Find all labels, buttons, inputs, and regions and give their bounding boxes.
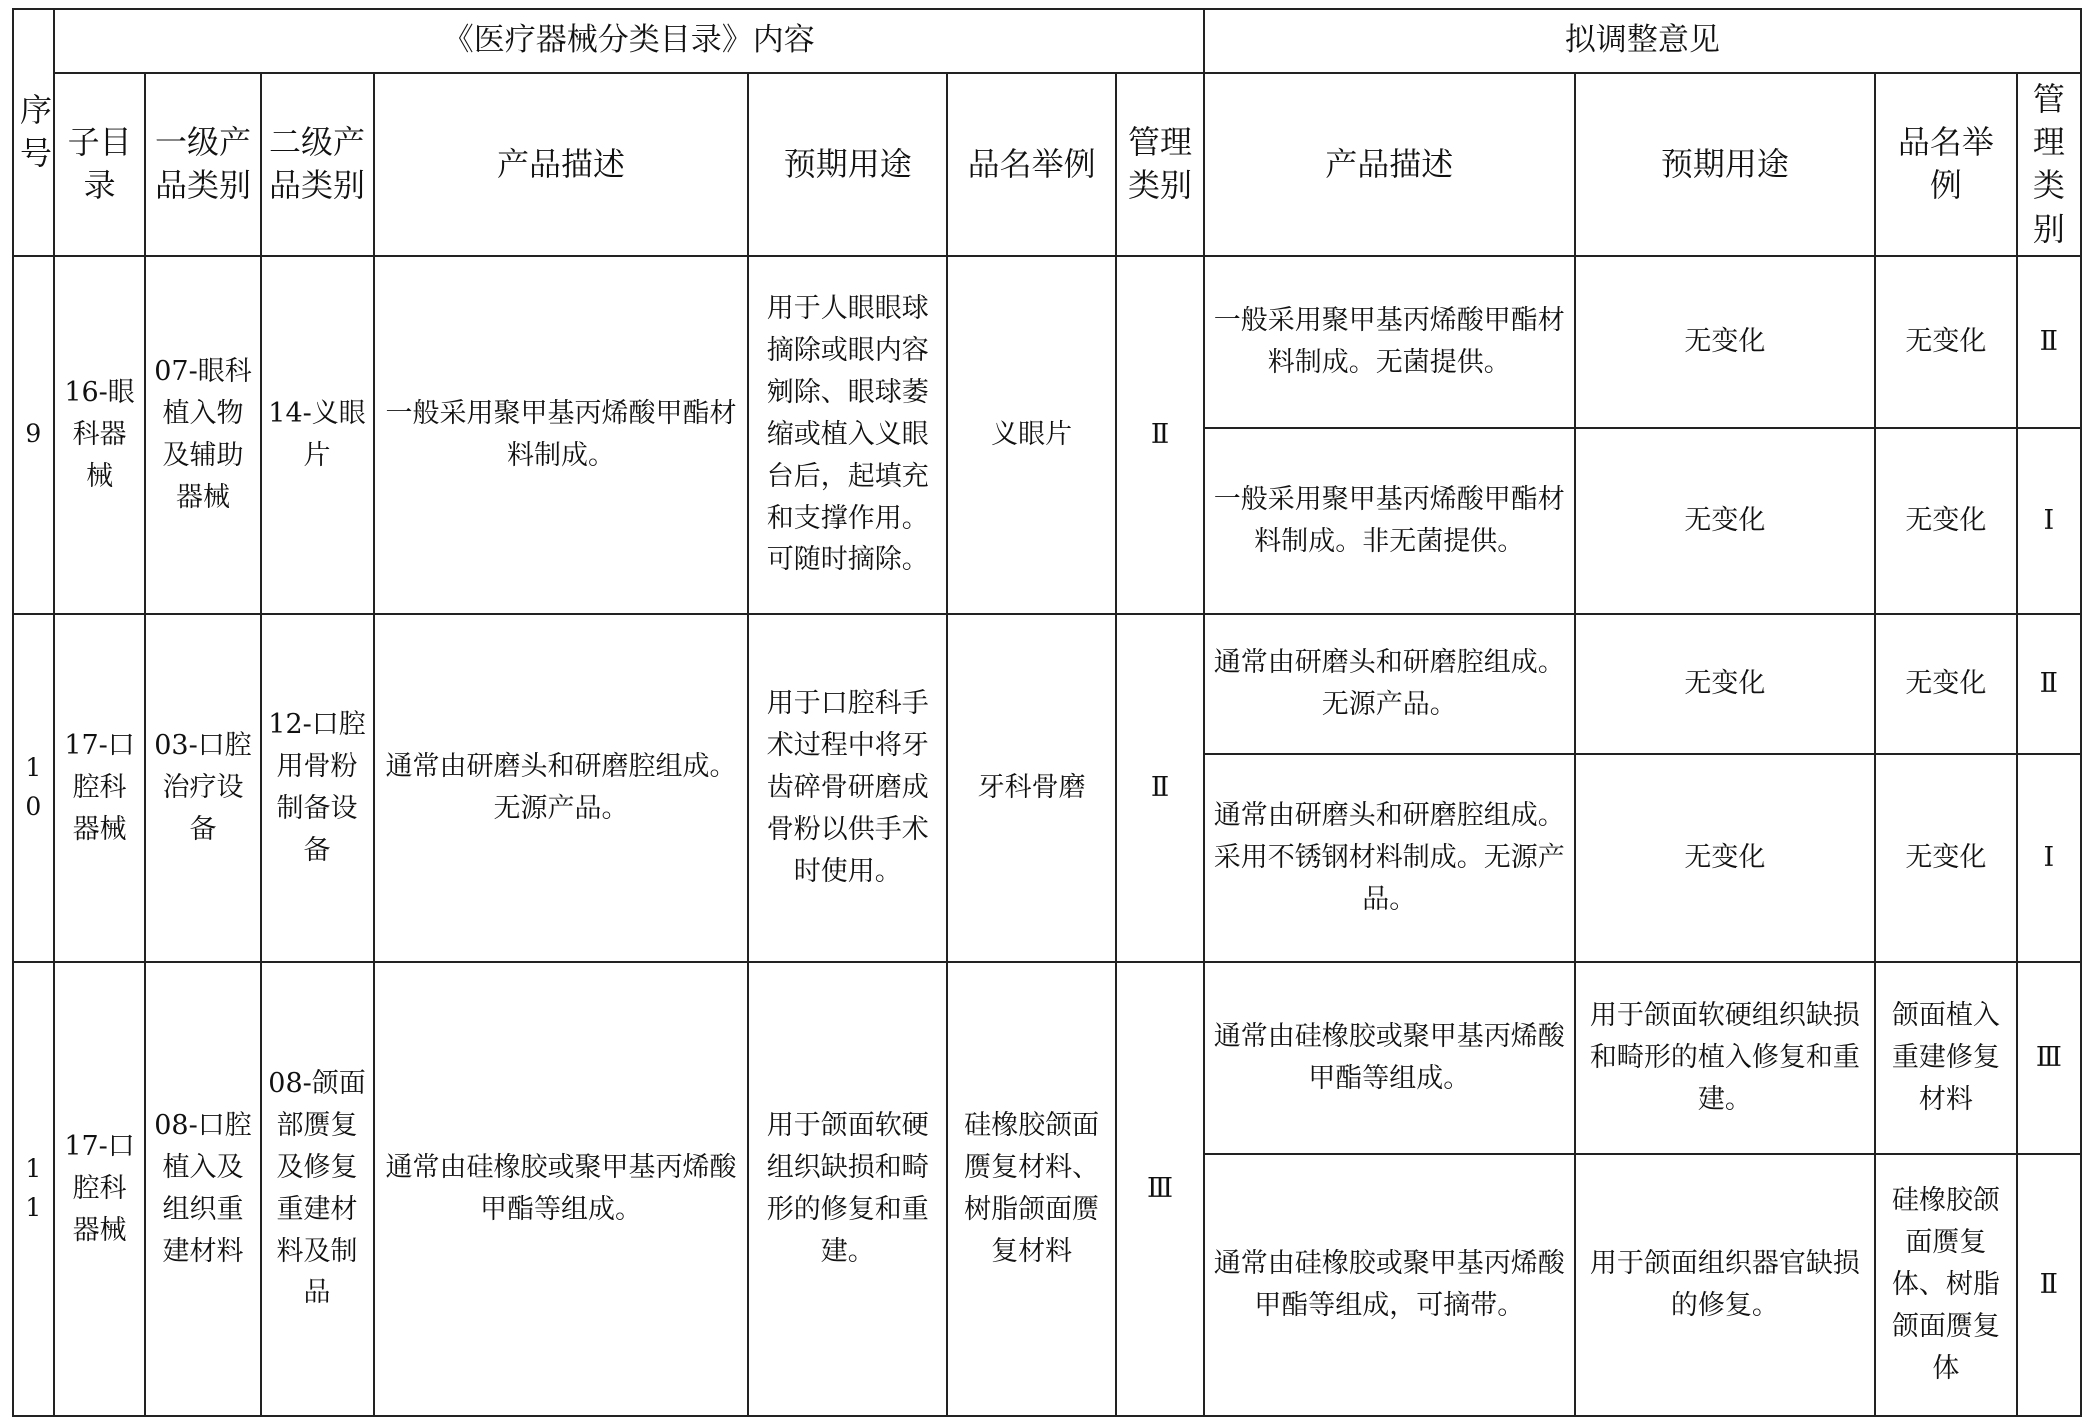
cell-seq: 10 [13,614,54,962]
cell-example: 硅橡胶颌面赝复材料、树脂颌面赝复材料 [947,962,1116,1416]
header-seq: 序号 [13,9,54,256]
cell-adj-desc: 一般采用聚甲基丙烯酸甲酯材料制成。非无菌提供。 [1204,428,1575,614]
cell-adj-example: 硅橡胶颌面赝复体、树脂颌面赝复体 [1875,1154,2017,1416]
cell-use: 用于颌面软硬组织缺损和畸形的修复和重建。 [748,962,947,1416]
cell-adj-desc: 一般采用聚甲基丙烯酸甲酯材料制成。无菌提供。 [1204,256,1575,428]
header-group-catalog: 《医疗器械分类目录》内容 [54,9,1204,73]
cell-level2: 14-义眼片 [261,256,374,614]
cell-adj-example: 颌面植入重建修复材料 [1875,962,2017,1154]
cell-adj-desc: 通常由硅橡胶或聚甲基丙烯酸甲酯等组成。 [1204,962,1575,1154]
header-adj-use: 预期用途 [1575,73,1876,256]
cell-level1: 07-眼科植入物及辅助器械 [145,256,260,614]
cell-level1: 08-口腔植入及组织重建材料 [145,962,260,1416]
cell-sub-catalog: 17-口腔科器械 [54,614,146,962]
cell-adj-mgmt: Ⅰ [2017,428,2081,614]
cell-level2: 12-口腔用骨粉制备设备 [261,614,374,962]
cell-adj-mgmt: Ⅰ [2017,754,2081,962]
cell-desc: 通常由硅橡胶或聚甲基丙烯酸甲酯等组成。 [374,962,749,1416]
cell-adj-example: 无变化 [1875,428,2017,614]
cell-adj-example: 无变化 [1875,754,2017,962]
cell-mgmt: Ⅱ [1116,256,1204,614]
cell-adj-use: 用于颌面组织器官缺损的修复。 [1575,1154,1876,1416]
header-adj-mgmt: 管理类别 [2017,73,2081,256]
cell-desc: 通常由研磨头和研磨腔组成。无源产品。 [374,614,749,962]
header-mgmt: 管理类别 [1116,73,1204,256]
cell-adj-example: 无变化 [1875,614,2017,754]
header-use: 预期用途 [748,73,947,256]
header-adj-example: 品名举例 [1875,73,2017,256]
header-adj-desc: 产品描述 [1204,73,1575,256]
header-desc: 产品描述 [374,73,749,256]
cell-adj-mgmt: Ⅱ [2017,614,2081,754]
cell-adj-desc: 通常由研磨头和研磨腔组成。采用不锈钢材料制成。无源产品。 [1204,754,1575,962]
cell-example: 牙科骨磨 [947,614,1116,962]
cell-use: 用于口腔科手术过程中将牙齿碎骨研磨成骨粉以供手术时使用。 [748,614,947,962]
cell-adj-use: 无变化 [1575,428,1876,614]
cell-example: 义眼片 [947,256,1116,614]
header-level1: 一级产品类别 [145,73,260,256]
cell-adj-mgmt: Ⅱ [2017,256,2081,428]
header-group-adjustment: 拟调整意见 [1204,9,2081,73]
cell-sub-catalog: 16-眼科器械 [54,256,146,614]
cell-adj-use: 无变化 [1575,754,1876,962]
cell-adj-desc: 通常由研磨头和研磨腔组成。无源产品。 [1204,614,1575,754]
cell-seq: 11 [13,962,54,1416]
cell-level1: 03-口腔治疗设备 [145,614,260,962]
header-example: 品名举例 [947,73,1116,256]
cell-mgmt: Ⅲ [1116,962,1204,1416]
cell-adj-use: 无变化 [1575,256,1876,428]
table-row [13,614,2081,754]
cell-sub-catalog: 17-口腔科器械 [54,962,146,1416]
cell-adj-desc: 通常由硅橡胶或聚甲基丙烯酸甲酯等组成，可摘带。 [1204,1154,1575,1416]
cell-level2: 08-颌面部赝复及修复重建材料及制品 [261,962,374,1416]
header-sub-catalog: 子目录 [54,73,146,256]
cell-adj-mgmt: Ⅱ [2017,1154,2081,1416]
cell-adj-use: 无变化 [1575,614,1876,754]
table-row [13,256,2081,428]
classification-table [12,8,2082,1417]
table-row [13,962,2081,1154]
cell-use: 用于人眼眼球摘除或眼内容剜除、眼球萎缩或植入义眼台后，起填充和支撑作用。可随时摘除。 [748,256,947,614]
cell-seq: 9 [13,256,54,614]
cell-adj-example: 无变化 [1875,256,2017,428]
cell-mgmt: Ⅱ [1116,614,1204,962]
header-level2: 二级产品类别 [261,73,374,256]
cell-adj-mgmt: Ⅲ [2017,962,2081,1154]
cell-desc: 一般采用聚甲基丙烯酸甲酯材料制成。 [374,256,749,614]
cell-adj-use: 用于颌面软硬组织缺损和畸形的植入修复和重建。 [1575,962,1876,1154]
